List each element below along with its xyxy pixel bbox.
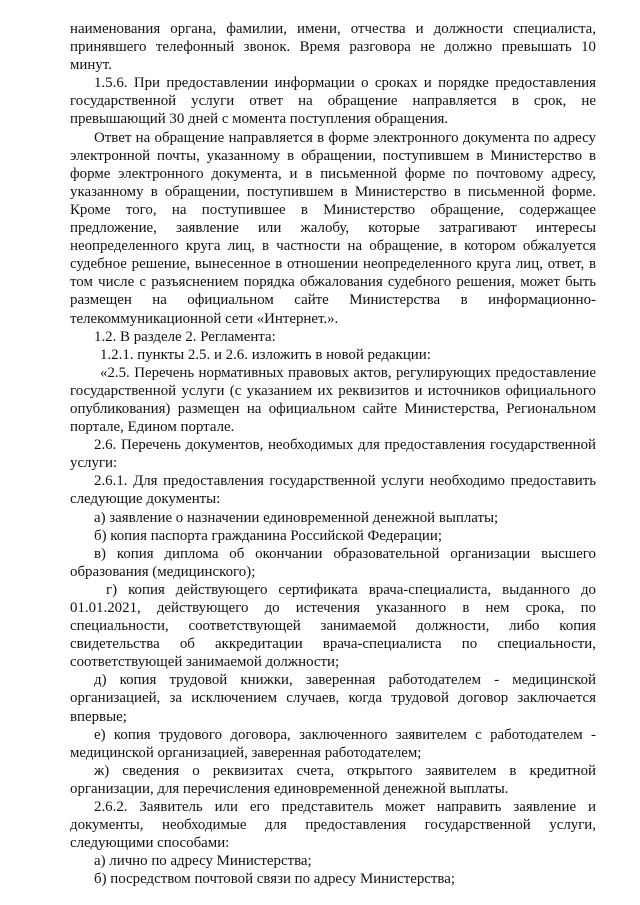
paragraph-1-2-1: 1.2.1. пункты 2.5. и 2.6. изложить в новой редакции: [100,346,431,363]
paragraph-2-6: 2.6. Перечень документов, необходимых для предоставления государственной услуги: [70,437,596,472]
list-item-d-employment-book: д) копия трудовой книжки, заверенная работодателем - медицинской организацией, за исключением случаев, когда трудовой договор заключается впервые; [70,672,596,725]
paragraph-phone-consultation-end: наименования органа, фамилии, имени, отчества и должности специалиста, принявшего телефонный звонок. Время разговора не должно превышать 10 минут. [70,21,596,74]
paragraph-response-delivery: Ответ на обращение направляется в форме электронного документа по адресу электронной почты, указанному в обращении, поступившем в Министерство в форме электронного документа, и в письменной форме по почтовому адресу, указанному в обращении, поступившем в Министерство в письменной форме. Кроме того, на поступившее в Министерство обращение, содержащее предложение, заявление или жалобу, которые затрагивают интересы неопределенного круга лиц, в частности на обращение, в котором обжалуется судебное решение, вынесенное в отношении неопределенного круга лиц, ответ, в том числе с разъяснением порядка обжалования судебного решения, может быть размещен на официальном сайте Министерства в информационно-телекоммуникационной сети «Интернет.». [70,129,596,327]
paragraph-1-5-6: 1.5.6. При предоставлении информации о сроках и порядке предоставления государственной услуги ответ на обращение направляется в срок, не превышающий 30 дней с момента поступления обращения. [70,75,596,128]
paragraph-2-5: «2.5. Перечень нормативных правовых актов, регулирующих предоставление государственной услуги (с указанием их реквизитов и источников официального опубликования) размещен на официальном сайте Министерства, Региональном портале, Едином портале. [70,364,596,436]
list-item-v-diploma: в) копия диплома об окончании образовательной организации высшего образования (медицинского); [70,545,596,580]
list-item-e-employment-contract: е) копия трудового договора, заключенного заявителем с работодателем - медицинской организацией, заверенная работодателем; [70,726,596,761]
paragraph-1-2: 1.2. В разделе 2. Регламента: [94,328,276,345]
list-item-a-in-person: а) лично по адресу Министерства; [94,853,312,870]
list-item-a-application: а) заявление о назначении единовременной денежной выплаты; [94,509,499,526]
list-item-g-certificate: г) копия действующего сертификата врача-специалиста, выданного до 01.01.2021, действующего до истечения указанного в нем срока, по специальности, соответствующей занимаемой должности, либо копия свидетельства об аккредитации врача-специалиста по специальности, соответствующей занимаемой должности; [70,581,596,671]
list-item-zh-bank-details: ж) сведения о реквизитах счета, открытого заявителем в кредитной организации, для перечисления единовременной денежной выплаты. [70,762,596,797]
paragraph-2-6-2: 2.6.2. Заявитель или его представитель может направить заявление и документы, необходимые для предоставления государственной услуги, следующими способами: [70,799,596,852]
document-page [70,20,596,889]
list-item-b-by-post: б) посредством почтовой связи по адресу Министерства; [94,871,455,888]
paragraph-2-6-1: 2.6.1. Для предоставления государственной услуги необходимо предоставить следующие документы: [70,473,596,508]
list-item-b-passport: б) копия паспорта гражданина Российской Федерации; [94,527,443,544]
